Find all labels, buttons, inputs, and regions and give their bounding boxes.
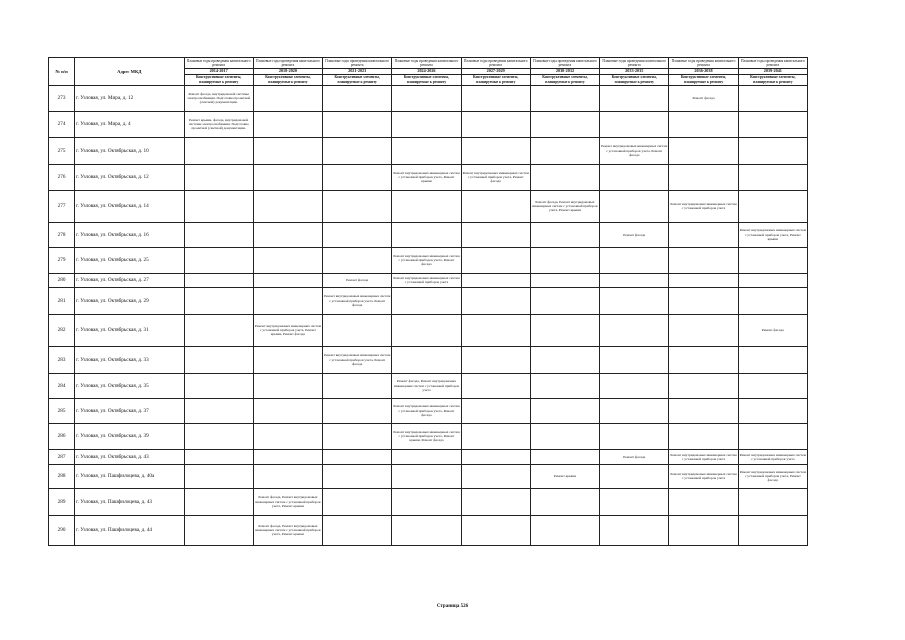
repair-works-cell <box>530 373 599 398</box>
repair-works-cell <box>323 137 392 164</box>
header-period-title: Плановые годы проведения капитального ремонта <box>323 58 392 69</box>
repair-works-cell <box>392 287 461 314</box>
repair-works-cell <box>669 373 738 398</box>
repair-works-cell <box>392 449 461 464</box>
repair-works-cell <box>323 373 392 398</box>
repair-works-cell <box>184 222 253 247</box>
row-address: г. Узловая, ул. Пашфилоцева, д. 40а <box>75 464 184 488</box>
repair-works-cell: Ремонт внутридомовых инженерных систем с установкой приборов учета, Ремонт фасада <box>392 247 461 273</box>
repair-works-cell <box>738 515 807 545</box>
repair-works-cell <box>530 85 599 111</box>
table-row <box>49 287 808 314</box>
row-number: 290 <box>49 515 75 545</box>
row-address: г. Узловая, ул. Октябрьская, д. 14 <box>75 190 184 222</box>
repair-works-cell <box>738 190 807 222</box>
row-address: г. Узловая, ул. Октябрьская, д. 31 <box>75 314 184 346</box>
repair-works-cell <box>530 449 599 464</box>
repair-works-cell: Ремонт фасада, Ремонт внутридомовых инженерных систем с установкой приборов учета, Ремонт крыши <box>253 515 322 545</box>
table-row <box>49 222 808 247</box>
repair-works-cell: Ремонт внутридомовых инженерных систем с установкой приборов учета, Ремонт фасада <box>392 398 461 423</box>
table-row <box>49 464 808 488</box>
header-period-title: Плановые годы проведения капитального ремонта <box>461 58 530 69</box>
repair-works-cell: Ремонт внутридомовых инженерных систем с установкой приборов учета, Ремонт фасада <box>600 137 669 164</box>
repair-works-cell <box>253 287 322 314</box>
row-address: г. Узловая, ул. Октябрьская, д. 33 <box>75 346 184 373</box>
repair-works-cell <box>184 287 253 314</box>
table-row <box>49 488 808 515</box>
repair-works-cell <box>184 423 253 449</box>
repair-works-cell: Ремонт фасада <box>600 449 669 464</box>
repair-works-cell <box>253 190 322 222</box>
repair-works-cell <box>323 247 392 273</box>
header-period-years: 2039-2041 <box>738 69 807 75</box>
repair-works-cell <box>530 273 599 287</box>
repair-works-cell <box>669 314 738 346</box>
row-address: г. Узловая, ул. Пашфилоцева, д. 44 <box>75 515 184 545</box>
repair-works-cell <box>530 346 599 373</box>
row-number: 274 <box>49 111 75 137</box>
table-row <box>49 85 808 111</box>
repair-works-cell <box>530 398 599 423</box>
repair-works-cell <box>184 314 253 346</box>
repair-works-cell <box>253 464 322 488</box>
repair-works-cell <box>738 111 807 137</box>
header-period-years: 2018-2020 <box>253 69 322 75</box>
repair-works-cell: Ремонт внутридомовых инженерных систем с установкой приборов учета, Ремонт крыши <box>392 164 461 190</box>
repair-works-cell <box>600 247 669 273</box>
repair-works-cell <box>461 111 530 137</box>
repair-works-cell <box>184 373 253 398</box>
repair-works-cell <box>184 273 253 287</box>
repair-works-cell <box>530 137 599 164</box>
table-body <box>49 85 808 545</box>
repair-works-cell: Ремонт внутридомовых инженерных систем с установкой приборов учета, Ремонт крыши <box>738 222 807 247</box>
repair-works-cell <box>600 373 669 398</box>
repair-works-cell: Ремонт крыши <box>530 464 599 488</box>
repair-works-cell: Ремонт внутридомовых инженерных систем с установкой приборов учета <box>669 190 738 222</box>
repair-works-cell <box>323 85 392 111</box>
repair-works-cell <box>461 398 530 423</box>
repair-works-cell <box>530 515 599 545</box>
header-period-subtitle: Конструктивные элементы, планируемые к ремонту <box>600 74 669 85</box>
repair-works-cell <box>530 111 599 137</box>
repair-works-cell <box>461 515 530 545</box>
repair-works-cell <box>461 423 530 449</box>
header-period-years: 2036-2038 <box>669 69 738 75</box>
repair-works-cell <box>184 515 253 545</box>
repair-schedule-table <box>48 57 808 546</box>
row-number: 275 <box>49 137 75 164</box>
repair-works-cell <box>600 515 669 545</box>
repair-works-cell <box>669 398 738 423</box>
repair-works-cell <box>669 137 738 164</box>
repair-works-cell <box>461 464 530 488</box>
row-number: 280 <box>49 273 75 287</box>
header-period-years: 2033-2035 <box>600 69 669 75</box>
repair-works-cell: Ремонт фасада <box>323 273 392 287</box>
repair-works-cell <box>461 373 530 398</box>
repair-works-cell <box>669 346 738 373</box>
row-address: г. Узловая, ул. Октябрьская, д. 27 <box>75 273 184 287</box>
row-number: 282 <box>49 314 75 346</box>
header-period-title: Плановые годы проведения капитального ремонта <box>738 58 807 69</box>
repair-works-cell <box>461 273 530 287</box>
repair-works-cell <box>461 85 530 111</box>
repair-works-cell <box>669 515 738 545</box>
repair-works-cell: Ремонт внутридомовых инженерных систем с установкой приборов учета <box>669 464 738 488</box>
repair-works-cell <box>253 222 322 247</box>
repair-works-cell <box>392 111 461 137</box>
row-number: 288 <box>49 464 75 488</box>
repair-works-cell <box>184 137 253 164</box>
repair-works-cell <box>184 488 253 515</box>
repair-works-cell <box>253 373 322 398</box>
header-period-subtitle: Конструктивные элементы, планируемые к ремонту <box>253 74 322 85</box>
header-period-subtitle: Конструктивные элементы, планируемые к ремонту <box>461 74 530 85</box>
table-row <box>49 314 808 346</box>
repair-works-cell <box>600 111 669 137</box>
row-number: 281 <box>49 287 75 314</box>
row-address: г. Узловая, ул. Октябрьская, д. 10 <box>75 137 184 164</box>
header-num: № п/п <box>49 58 75 86</box>
repair-works-cell: Ремонт внутридомовых инженерных систем с установкой приборов учета, Ремонт фасада <box>738 464 807 488</box>
table-row <box>49 346 808 373</box>
repair-works-cell <box>323 164 392 190</box>
header-period-subtitle: Конструктивные элементы, планируемые к ремонту <box>669 74 738 85</box>
repair-works-cell <box>738 247 807 273</box>
repair-works-cell <box>253 137 322 164</box>
repair-works-cell <box>323 515 392 545</box>
repair-works-cell <box>461 488 530 515</box>
table-row <box>49 137 808 164</box>
repair-works-cell <box>184 464 253 488</box>
repair-works-cell: Ремонт фасада, Ремонт внутридомовых инженерных систем с установкой приборов учета, Ремонт крыши <box>530 190 599 222</box>
repair-works-cell <box>738 373 807 398</box>
repair-works-cell <box>461 314 530 346</box>
repair-works-cell <box>323 423 392 449</box>
repair-works-cell <box>669 111 738 137</box>
repair-works-cell <box>461 247 530 273</box>
repair-works-cell: Ремонт внутридомовых инженерных систем с установкой приборов учета <box>669 449 738 464</box>
repair-works-cell <box>738 287 807 314</box>
repair-works-cell <box>392 515 461 545</box>
repair-works-cell: Ремонт внутридомовых инженерных систем с установкой приборов учета, Ремонт крыши, Ремонт фасада <box>253 314 322 346</box>
repair-works-cell <box>253 247 322 273</box>
repair-works-cell <box>323 111 392 137</box>
row-number: 273 <box>49 85 75 111</box>
repair-works-cell: Ремонт внутридомовых инженерных систем с установкой приборов учета, Ремонт фасада <box>323 346 392 373</box>
repair-works-cell <box>461 222 530 247</box>
repair-works-cell <box>253 423 322 449</box>
header-period-years: 2014-2017 <box>184 69 253 75</box>
row-number: 283 <box>49 346 75 373</box>
table-row <box>49 373 808 398</box>
repair-works-cell: Ремонт внутридомовых инженерных систем с установкой приборов учета <box>738 449 807 464</box>
table-row <box>49 190 808 222</box>
repair-works-cell: Ремонт внутридомовых инженерных систем с установкой приборов учета, Ремонт фасада <box>323 287 392 314</box>
repair-works-cell <box>392 346 461 373</box>
row-address: г. Узловая, ул. Мира, д. 4 <box>75 111 184 137</box>
repair-works-cell <box>530 222 599 247</box>
repair-works-cell <box>323 398 392 423</box>
row-number: 276 <box>49 164 75 190</box>
repair-works-cell <box>738 423 807 449</box>
header-period-title: Плановые годы проведения капитального ремонта <box>600 58 669 69</box>
table-row <box>49 111 808 137</box>
row-number: 279 <box>49 247 75 273</box>
header-period-title: Плановые годы проведения капитального ремонта <box>530 58 599 69</box>
repair-works-cell: Ремонт фасада <box>600 222 669 247</box>
repair-works-cell <box>184 247 253 273</box>
repair-works-cell: Ремонт внутридомовых инженерных систем с установкой приборов учета, Ремонт крыши, Ремонт фасада <box>392 423 461 449</box>
repair-works-cell <box>461 346 530 373</box>
repair-works-cell <box>184 346 253 373</box>
header-period-subtitle: Конструктивные элементы, планируемые к ремонту <box>530 74 599 85</box>
repair-works-cell <box>738 346 807 373</box>
repair-works-cell <box>461 287 530 314</box>
repair-works-cell <box>253 164 322 190</box>
repair-works-cell <box>669 222 738 247</box>
repair-works-cell <box>253 346 322 373</box>
repair-works-cell <box>738 398 807 423</box>
repair-works-cell <box>392 464 461 488</box>
repair-works-cell <box>461 449 530 464</box>
header-period-subtitle: Конструктивные элементы, планируемые к ремонту <box>323 74 392 85</box>
repair-works-cell <box>600 164 669 190</box>
repair-works-cell <box>530 287 599 314</box>
repair-works-cell <box>669 287 738 314</box>
row-address: г. Узловая, ул. Пашфилоцева, д. 43 <box>75 488 184 515</box>
repair-works-cell <box>323 314 392 346</box>
repair-works-cell <box>530 423 599 449</box>
repair-works-cell <box>253 85 322 111</box>
repair-works-cell <box>600 398 669 423</box>
repair-works-cell <box>600 85 669 111</box>
table-row <box>49 273 808 287</box>
row-address: г. Узловая, ул. Мира, д. 12 <box>75 85 184 111</box>
repair-works-cell <box>323 488 392 515</box>
repair-works-cell <box>669 488 738 515</box>
row-number: 286 <box>49 423 75 449</box>
page-number: Страница 526 <box>436 604 469 609</box>
header-period-title: Плановые годы проведения капитального ремонта <box>184 58 253 69</box>
repair-works-cell <box>184 190 253 222</box>
repair-works-cell <box>738 488 807 515</box>
repair-works-cell <box>253 449 322 464</box>
repair-works-cell <box>738 273 807 287</box>
header-period-years: 2030-2032 <box>530 69 599 75</box>
table-row <box>49 515 808 545</box>
table-row <box>49 449 808 464</box>
row-address: г. Узловая, ул. Октябрьская, д. 37 <box>75 398 184 423</box>
header-period-years: 2027-2029 <box>461 69 530 75</box>
row-address: г. Узловая, ул. Октябрьская, д. 43 <box>75 449 184 464</box>
repair-works-cell <box>600 273 669 287</box>
repair-works-cell <box>530 164 599 190</box>
row-address: г. Узловая, ул. Октябрьская, д. 12 <box>75 164 184 190</box>
row-address: г. Узловая, ул. Октябрьская, д. 25 <box>75 247 184 273</box>
repair-works-cell: Ремонт фасада <box>669 85 738 111</box>
repair-works-cell <box>738 164 807 190</box>
header-period-subtitle: Конструктивные элементы, планируемые к ремонту <box>738 74 807 85</box>
repair-works-cell: Ремонт внутридомовых инженерных систем с установкой приборов учета, Ремонт фасада <box>461 164 530 190</box>
repair-works-cell <box>738 137 807 164</box>
table-header <box>49 58 808 86</box>
repair-works-cell: Ремонт фасада, Ремонт внутридомовых инженерных систем с установкой приборов учета <box>392 373 461 398</box>
repair-works-cell <box>323 449 392 464</box>
header-period-title: Плановые годы проведения капитального ремонта <box>253 58 322 69</box>
repair-works-cell <box>323 190 392 222</box>
header-period-subtitle: Конструктивные элементы, планируемые к ремонту <box>392 74 461 85</box>
repair-works-cell <box>600 464 669 488</box>
table-row <box>49 247 808 273</box>
repair-works-cell <box>669 273 738 287</box>
row-address: г. Узловая, ул. Октябрьская, д. 35 <box>75 373 184 398</box>
row-number: 289 <box>49 488 75 515</box>
repair-works-cell <box>253 398 322 423</box>
row-number: 287 <box>49 449 75 464</box>
table-row <box>49 423 808 449</box>
repair-works-cell: Ремонт фасада <box>738 314 807 346</box>
row-address: г. Узловая, ул. Октябрьская, д. 29 <box>75 287 184 314</box>
repair-works-cell <box>600 346 669 373</box>
repair-works-cell <box>392 222 461 247</box>
repair-works-cell <box>600 488 669 515</box>
repair-works-cell <box>184 164 253 190</box>
repair-works-cell <box>392 137 461 164</box>
header-period-title: Плановые годы проведения капитального ремонта <box>392 58 461 69</box>
repair-works-cell <box>669 423 738 449</box>
header-period-years: 2021-2023 <box>323 69 392 75</box>
repair-works-cell <box>530 488 599 515</box>
header-period-title: Плановые годы проведения капитального ремонта <box>669 58 738 69</box>
repair-works-cell <box>392 190 461 222</box>
repair-works-cell <box>600 423 669 449</box>
header-period-years: 2024-2026 <box>392 69 461 75</box>
repair-works-cell <box>530 314 599 346</box>
table-row <box>49 164 808 190</box>
row-number: 284 <box>49 373 75 398</box>
repair-works-cell <box>323 222 392 247</box>
repair-works-cell <box>184 398 253 423</box>
repair-works-cell <box>392 314 461 346</box>
header-period-subtitle: Конструктивные элементы, планируемые к ремонту <box>184 74 253 85</box>
table-row <box>49 398 808 423</box>
repair-works-cell <box>738 85 807 111</box>
row-number: 278 <box>49 222 75 247</box>
row-number: 285 <box>49 398 75 423</box>
repair-works-cell: Ремонт крыши, фасада, внутридомовой системы электроснабжения. Подготовка проектной (сметной) документации. <box>184 111 253 137</box>
repair-works-cell <box>669 164 738 190</box>
repair-works-cell <box>253 111 322 137</box>
repair-works-cell <box>392 85 461 111</box>
repair-works-cell <box>461 190 530 222</box>
repair-works-cell <box>669 247 738 273</box>
repair-works-cell: Ремонт внутридомовых инженерных систем с установкой приборов учета <box>392 273 461 287</box>
repair-works-cell <box>600 287 669 314</box>
row-number: 277 <box>49 190 75 222</box>
repair-works-cell <box>461 137 530 164</box>
repair-works-cell <box>530 247 599 273</box>
repair-works-cell <box>184 449 253 464</box>
repair-works-cell: Ремонт фасада, внутридомовой системы электроснабжения. Подготовка проектной (сметной) документации. <box>184 85 253 111</box>
repair-works-cell <box>253 273 322 287</box>
repair-works-cell: Ремонт фасада, Ремонт внутридомовых инженерных систем с установкой приборов учета, Ремонт крыши <box>253 488 322 515</box>
repair-works-cell <box>600 314 669 346</box>
header-address: Адрес МКД <box>75 58 184 86</box>
row-address: г. Узловая, ул. Октябрьская, д. 16 <box>75 222 184 247</box>
repair-works-cell <box>392 488 461 515</box>
row-address: г. Узловая, ул. Октябрьская, д. 39 <box>75 423 184 449</box>
repair-works-cell <box>600 190 669 222</box>
repair-works-cell <box>323 464 392 488</box>
